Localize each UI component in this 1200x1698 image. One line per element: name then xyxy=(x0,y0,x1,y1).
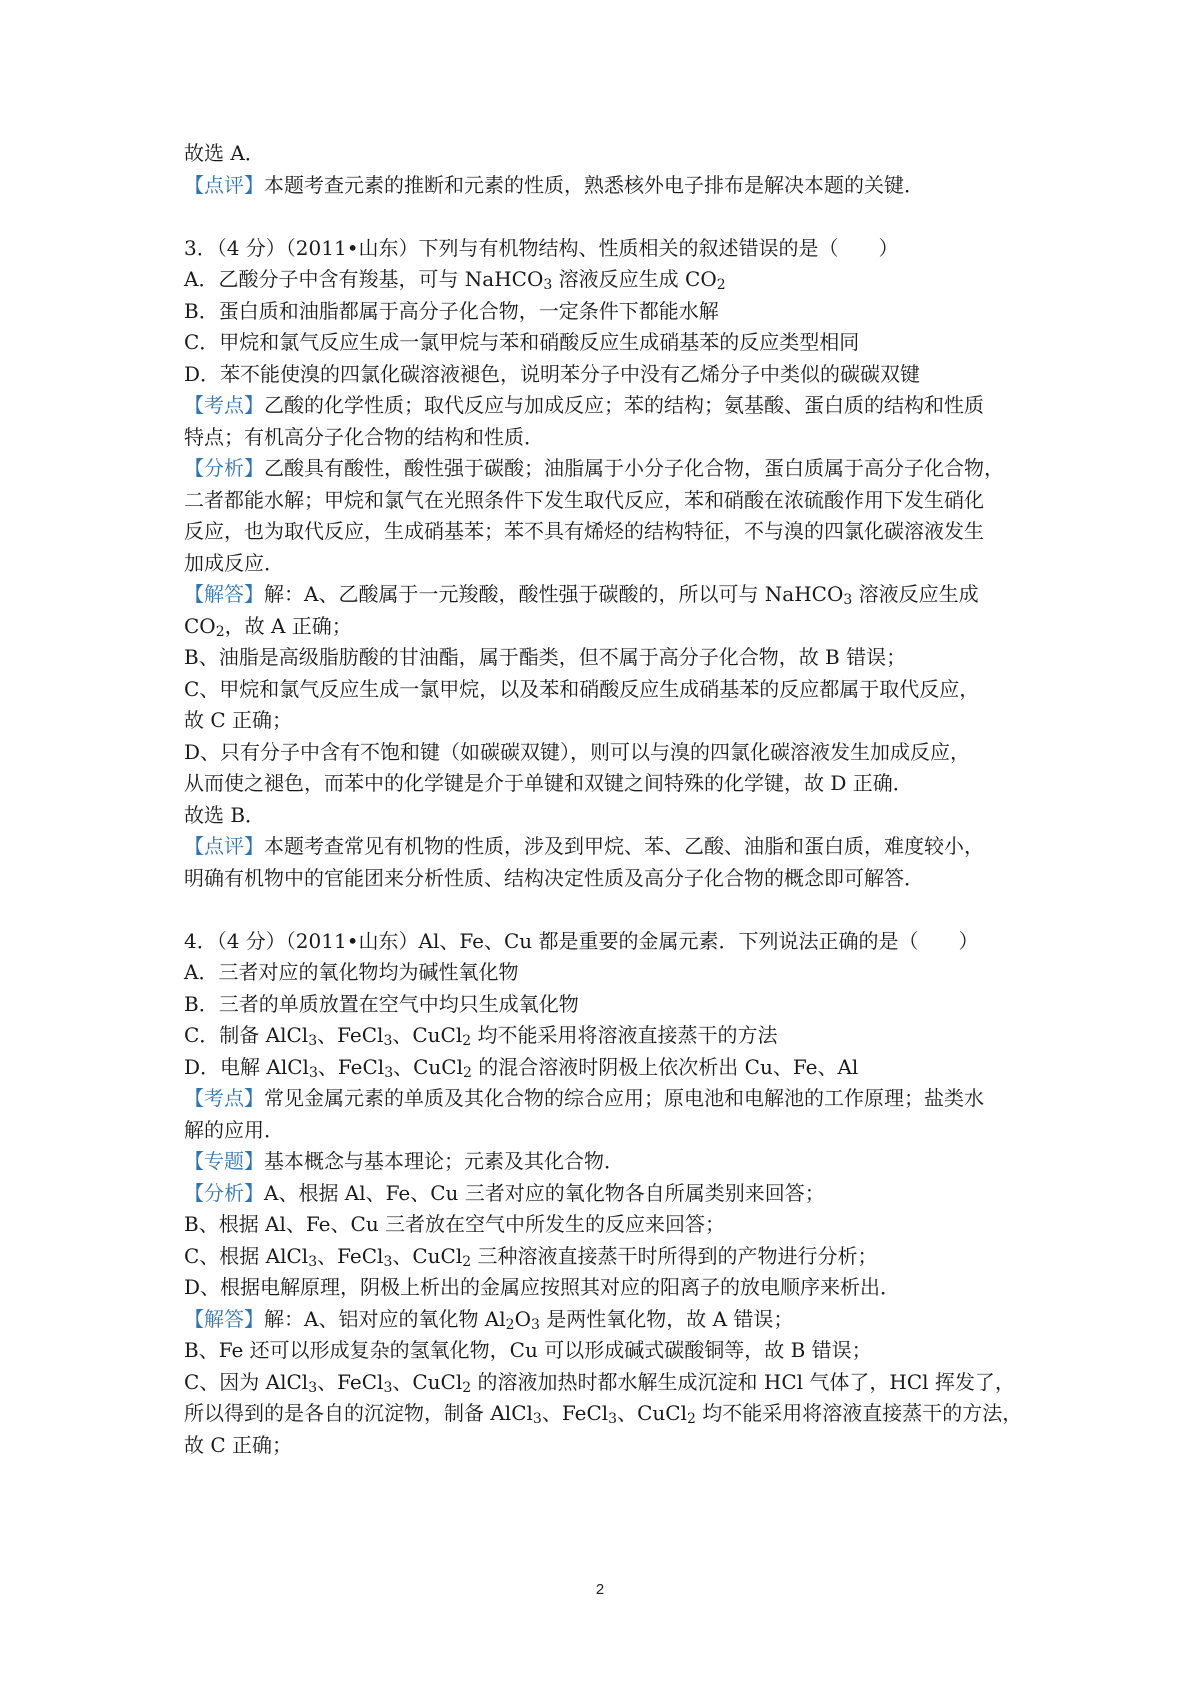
text-run: 乙酸的化学性质；取代反应与加成反应；苯的结构；氨基酸、蛋白质的结构和性质 xyxy=(264,393,984,417)
text-run: B、油脂是高级脂肪酸的甘油酯，属于酯类，但不属于高分子化合物，故 B 错误； xyxy=(184,645,907,669)
text-run: 溶液反应生成 xyxy=(852,582,979,606)
section-tag: 【专题】 xyxy=(184,1149,264,1173)
page-number: 2 xyxy=(595,1581,605,1598)
section-tag: 【分析】 xyxy=(184,456,264,480)
subscript: 3 xyxy=(532,1410,542,1427)
subscript: 3 xyxy=(384,1064,394,1081)
section-tag: 【解答】 xyxy=(184,582,264,606)
text-line xyxy=(184,579,1044,611)
text-run: D、根据电解原理，阴极上析出的金属应按照其对应的阳离子的放电顺序来析出． xyxy=(184,1275,901,1299)
subscript: 2 xyxy=(463,1064,472,1081)
text-run: 、CuCl xyxy=(392,1243,463,1268)
text-run: 是两性氧化物，故 A 错误； xyxy=(539,1306,794,1331)
text-line xyxy=(184,548,1044,580)
text-run: 溶液反应生成 CO xyxy=(552,267,717,291)
subscript: 3 xyxy=(308,1032,318,1049)
subscript: 3 xyxy=(383,1379,393,1396)
text-run: 解的应用． xyxy=(184,1117,284,1142)
text-run: 故选 A． xyxy=(184,141,265,165)
text-line xyxy=(184,1304,1044,1336)
text-line xyxy=(184,989,1044,1021)
section-tag: 【点评】 xyxy=(184,834,264,858)
text-line xyxy=(184,1272,1044,1304)
text-line xyxy=(184,674,1044,706)
text-run: 加成反应． xyxy=(184,550,284,575)
subscript: 2 xyxy=(215,623,225,640)
text-run: 、FeCl xyxy=(317,1023,384,1047)
text-line xyxy=(184,327,1044,359)
document-body xyxy=(184,138,1044,1461)
text-line xyxy=(184,1020,1044,1052)
text-run: CO xyxy=(184,613,216,638)
text-line xyxy=(184,264,1044,296)
text-run: 特点；有机高分子化合物的结构和性质． xyxy=(184,424,544,449)
text-line xyxy=(184,1430,1044,1462)
text-line xyxy=(184,359,1044,391)
text-line xyxy=(184,800,1044,832)
subscript: 3 xyxy=(608,1410,618,1427)
text-run: 从而使之褪色，而苯中的化学键是介于单键和双键之间特殊的化学键，故 D 正确． xyxy=(184,771,913,795)
section-tag: 【解答】 xyxy=(184,1306,264,1331)
text-run: 明确有机物中的官能团来分析性质、结构决定性质及高分子化合物的概念即可解答． xyxy=(184,865,924,890)
text-run: C．制备 AlCl xyxy=(184,1023,309,1047)
text-line xyxy=(184,642,1044,674)
text-line xyxy=(184,611,1044,643)
section-tag: 【点评】 xyxy=(184,172,264,197)
text-run: B．蛋白质和油脂都属于高分子化合物，一定条件下都能水解 xyxy=(184,298,719,323)
text-run: 故 C 正确； xyxy=(184,708,293,732)
subscript: 3 xyxy=(308,1379,318,1396)
text-run: 所以得到的是各自的沉淀物，制备 AlCl xyxy=(184,1401,533,1425)
text-run: 、FeCl xyxy=(541,1401,609,1425)
text-line xyxy=(184,705,1044,737)
subscript: 2 xyxy=(686,1410,696,1427)
text-line xyxy=(184,737,1044,769)
text-run: 解：A、铝对应的氧化物 Al xyxy=(264,1306,506,1331)
subscript: 2 xyxy=(505,1316,515,1333)
text-line xyxy=(184,926,1044,958)
text-run: 均不能采用将溶液直接蒸干的方法 xyxy=(471,1023,778,1047)
text-line xyxy=(184,1367,1044,1399)
text-run: 、CuCl xyxy=(393,1054,463,1079)
text-line xyxy=(184,1398,1044,1430)
text-line xyxy=(184,422,1044,454)
text-line xyxy=(184,863,1044,895)
text-line xyxy=(184,831,1044,863)
text-run: ，故 A 正确； xyxy=(224,613,352,638)
text-run: 反应，也为取代反应，生成硝基苯；苯不具有烯烃的结构特征，不与溴的四氯化碳溶液发生 xyxy=(184,519,984,543)
text-run: 二者都能水解；甲烷和氯气在光照条件下发生取代反应，苯和硝酸在浓硫酸作用下发生硝化 xyxy=(184,487,984,512)
text-run: D．苯不能使溴的四氯化碳溶液褪色，说明苯分子中没有乙烯分子中类似的碳碳双键 xyxy=(184,361,921,386)
text-line xyxy=(184,296,1044,328)
text-run: 、CuCl xyxy=(392,1369,463,1394)
text-run: D．电解 AlCl xyxy=(184,1054,309,1079)
text-run: 故选 B． xyxy=(184,802,266,827)
text-run: 故 C 正确； xyxy=(184,1432,293,1457)
section-tag: 【分析】 xyxy=(184,1180,264,1205)
text-run: 的混合溶液时阴极上依次析出 Cu、Fe、Al xyxy=(471,1054,859,1079)
text-run: 三种溶液直接蒸干时所得到的产物进行分析； xyxy=(471,1243,878,1268)
text-run: A．乙酸分子中含有羧基，可与 NaHCO xyxy=(184,267,544,291)
text-line xyxy=(184,1146,1044,1178)
text-line xyxy=(184,768,1044,800)
text-run: 解：A、乙酸属于一元羧酸，酸性强于碳酸的，所以可与 NaHCO xyxy=(264,582,844,606)
text-line xyxy=(184,1209,1044,1241)
text-run: A、根据 Al、Fe、Cu 三者对应的氧化物各自所属类别来回答； xyxy=(264,1180,825,1205)
subscript: 2 xyxy=(462,1253,472,1270)
text-run: 均不能采用将溶液直接蒸干的方法， xyxy=(695,1401,1023,1425)
text-line xyxy=(184,516,1044,548)
section-tag: 【考点】 xyxy=(184,1086,264,1110)
text-line xyxy=(184,1178,1044,1210)
text-run: 本题考查元素的推断和元素的性质，熟悉核外电子排布是解决本题的关键． xyxy=(264,172,924,197)
text-line xyxy=(184,957,1044,989)
text-line xyxy=(184,1115,1044,1147)
text-run: 、FeCl xyxy=(317,1054,385,1079)
text-run: 、CuCl xyxy=(617,1401,687,1425)
text-run: C．甲烷和氯气反应生成一氯甲烷与苯和硝酸反应生成硝基苯的反应类型相同 xyxy=(184,330,860,354)
text-run: 乙酸具有酸性，酸性强于碳酸；油脂属于小分子化合物，蛋白质属于高分子化合物， xyxy=(264,456,1004,480)
text-line xyxy=(184,1241,1044,1273)
text-run: C、根据 AlCl xyxy=(184,1243,309,1268)
text-line xyxy=(184,453,1044,485)
blank-line xyxy=(184,894,1044,926)
subscript: 2 xyxy=(462,1379,472,1396)
text-run: 、FeCl xyxy=(317,1243,384,1268)
subscript: 3 xyxy=(383,1032,393,1049)
text-run: 、FeCl xyxy=(317,1369,384,1394)
text-line xyxy=(184,485,1044,517)
text-line xyxy=(184,390,1044,422)
text-run: C、因为 AlCl xyxy=(184,1369,309,1394)
subscript: 2 xyxy=(462,1032,472,1049)
text-run: B．三者的单质放置在空气中均只生成氧化物 xyxy=(184,991,579,1016)
text-run: 4．（4 分）（2011•山东）Al、Fe、Cu 都是重要的金属元素．下列说法正确的是（ ） xyxy=(184,928,979,953)
subscript: 3 xyxy=(383,1253,393,1270)
text-line xyxy=(184,1335,1044,1367)
text-run: D、只有分子中含有不饱和键（如碳碳双键），则可以与溴的四氯化碳溶液发生加成反应， xyxy=(184,739,971,764)
text-run: 基本概念与基本理论；元素及其化合物． xyxy=(264,1149,624,1173)
subscript: 3 xyxy=(530,1316,540,1333)
text-line xyxy=(184,233,1044,265)
text-run: 常见金属元素的单质及其化合物的综合应用；原电池和电解池的工作原理；盐类水 xyxy=(264,1086,984,1110)
text-run: C、甲烷和氯气反应生成一氯甲烷，以及苯和硝酸反应生成硝基苯的反应都属于取代反应， xyxy=(184,676,980,701)
text-run: A．三者对应的氧化物均为碱性氧化物 xyxy=(184,960,519,984)
subscript: 3 xyxy=(308,1253,318,1270)
blank-line xyxy=(184,201,1044,233)
text-line xyxy=(184,138,1044,170)
subscript: 2 xyxy=(716,276,726,293)
text-run: 本题考查常见有机物的性质，涉及到甲烷、苯、乙酸、油脂和蛋白质，难度较小， xyxy=(264,834,984,858)
text-run: B、Fe 还可以形成复杂的氢氧化物，Cu 可以形成碱式碳酸铜等，故 B 错误； xyxy=(184,1338,872,1362)
section-tag: 【考点】 xyxy=(184,393,264,417)
subscript: 3 xyxy=(843,591,853,608)
text-run: O xyxy=(514,1306,531,1331)
subscript: 3 xyxy=(308,1064,318,1081)
text-run: B、根据 Al、Fe、Cu 三者放在空气中所发生的反应来回答； xyxy=(184,1212,726,1236)
text-line xyxy=(184,1083,1044,1115)
text-run: 的溶液加热时都水解生成沉淀和 HCl 气体了，HCl 挥发了， xyxy=(471,1369,1015,1394)
text-run: 、CuCl xyxy=(392,1023,463,1047)
text-run: 3．（4 分）（2011•山东）下列与有机物结构、性质相关的叙述错误的是（ ） xyxy=(184,235,899,260)
text-line xyxy=(184,1052,1044,1084)
text-line xyxy=(184,170,1044,202)
subscript: 3 xyxy=(543,276,553,293)
